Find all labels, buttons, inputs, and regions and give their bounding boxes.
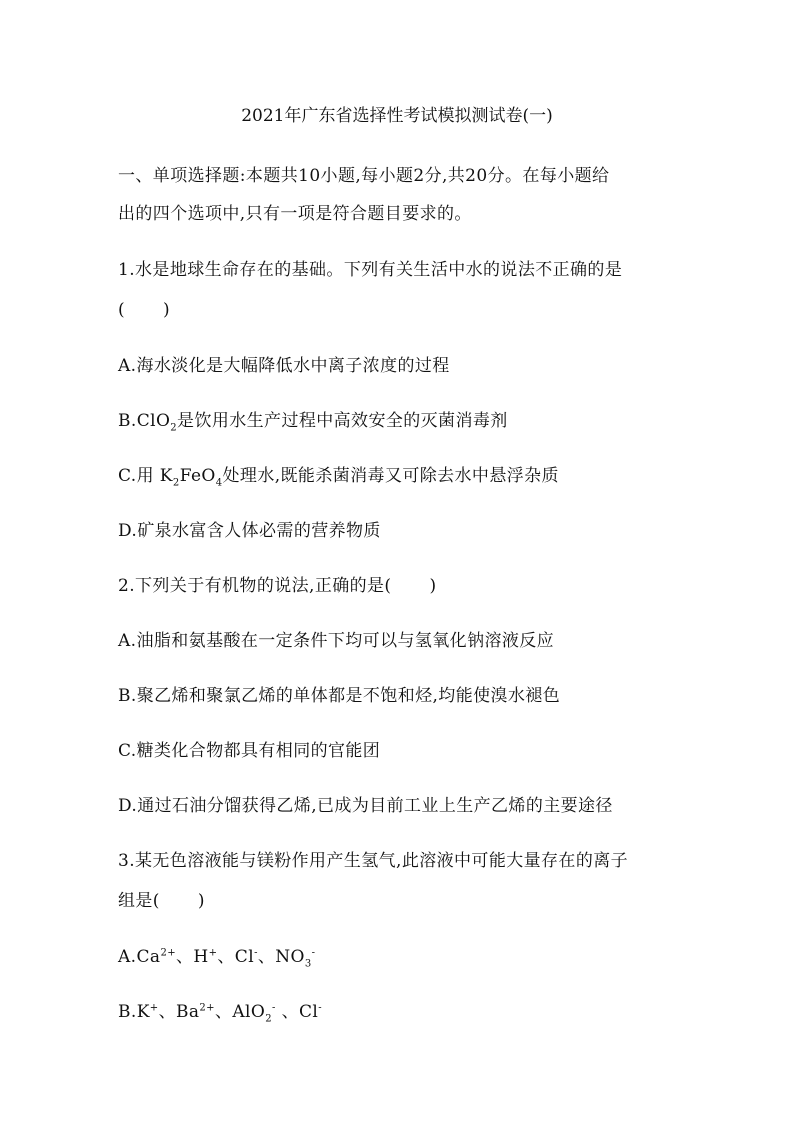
question-2-stem-text: 2.下列关于有机物的说法,正确的是( (118, 576, 392, 596)
ion-potassium: B.K (118, 1002, 150, 1022)
page-title: 2021年广东省选择性考试模拟测试卷(一) (241, 106, 553, 126)
close-paren: ) (197, 891, 205, 911)
question-2-option-a: A.油脂和氨基酸在一定条件下均可以与氢氧化钠溶液反应 (118, 631, 555, 651)
superscript: + (149, 1002, 159, 1014)
question-3-stem-line-2 (118, 889, 698, 913)
question-1-option-d: D.矿泉水富含人体必需的营养物质 (118, 521, 381, 541)
superscript: + (208, 947, 218, 959)
question-1-answer-blank (118, 298, 698, 322)
superscript: 2+ (199, 1002, 215, 1014)
subscript: 3 (304, 958, 312, 970)
superscript: 2+ (160, 947, 176, 959)
option-b-text-1: B.ClO (118, 411, 171, 431)
section-heading-line-2: 出的四个选项中,只有一项是符合题目要求的。 (118, 204, 472, 224)
option-c-text-3: 处理水,既能杀菌消毒又可除去水中悬浮杂质 (222, 466, 559, 486)
close-paren: ) (429, 576, 437, 596)
ion-barium: 、Ba (158, 1002, 200, 1022)
question-1-option-b (118, 409, 698, 433)
question-2-option-d: D.通过石油分馏获得乙烯,已成为目前工业上生产乙烯的主要途径 (118, 796, 613, 816)
superscript: - (271, 1002, 276, 1014)
subscript: 2 (265, 1013, 272, 1025)
section-heading-line-1: 一、单项选择题:本题共10小题,每小题2分,共20分。在每小题给 (118, 166, 610, 186)
close-paren: ) (163, 300, 171, 320)
ion-chloride: 、Cl (217, 947, 255, 967)
option-c-text-1: C.用 K (118, 466, 173, 486)
question-3-option-b (118, 1000, 698, 1024)
question-3-option-a (118, 945, 698, 969)
question-2-option-c: C.糖类化合物都具有相同的官能团 (118, 741, 381, 761)
ion-nitrate: 、NO (257, 947, 305, 967)
superscript: - (318, 1002, 322, 1014)
question-1-option-c (118, 464, 698, 488)
ion-chloride: 、Cl (275, 1002, 319, 1022)
question-2-option-b: B.聚乙烯和聚氯乙烯的单体都是不饱和烃,均能使溴水褪色 (118, 686, 561, 706)
superscript: - (311, 947, 316, 959)
question-3-stem-line-1: 3.某无色溶液能与镁粉作用产生氢气,此溶液中可能大量存在的离子 (118, 851, 629, 871)
superscript: - (254, 947, 258, 959)
question-1-option-a: A.海水淡化是大幅降低水中离子浓度的过程 (118, 356, 450, 376)
subscript: 2 (170, 422, 178, 434)
option-b-text-2: 是饮用水生产过程中高效安全的灭菌消毒剂 (177, 411, 508, 431)
question-3-stem-text: 组是( (118, 891, 160, 911)
question-2-stem (118, 574, 698, 598)
subscript: 2 (172, 477, 180, 489)
open-paren: ( (118, 300, 126, 320)
subscript: 4 (215, 477, 223, 489)
ion-hydrogen: 、H (175, 947, 209, 967)
question-1-stem: 1.水是地球生命存在的基础。下列有关生活中水的说法不正确的是 (118, 260, 623, 280)
option-c-text-2: FeO (179, 466, 216, 486)
ion-calcium: A.Ca (118, 947, 161, 967)
ion-aluminate: 、AlO (214, 1002, 266, 1022)
